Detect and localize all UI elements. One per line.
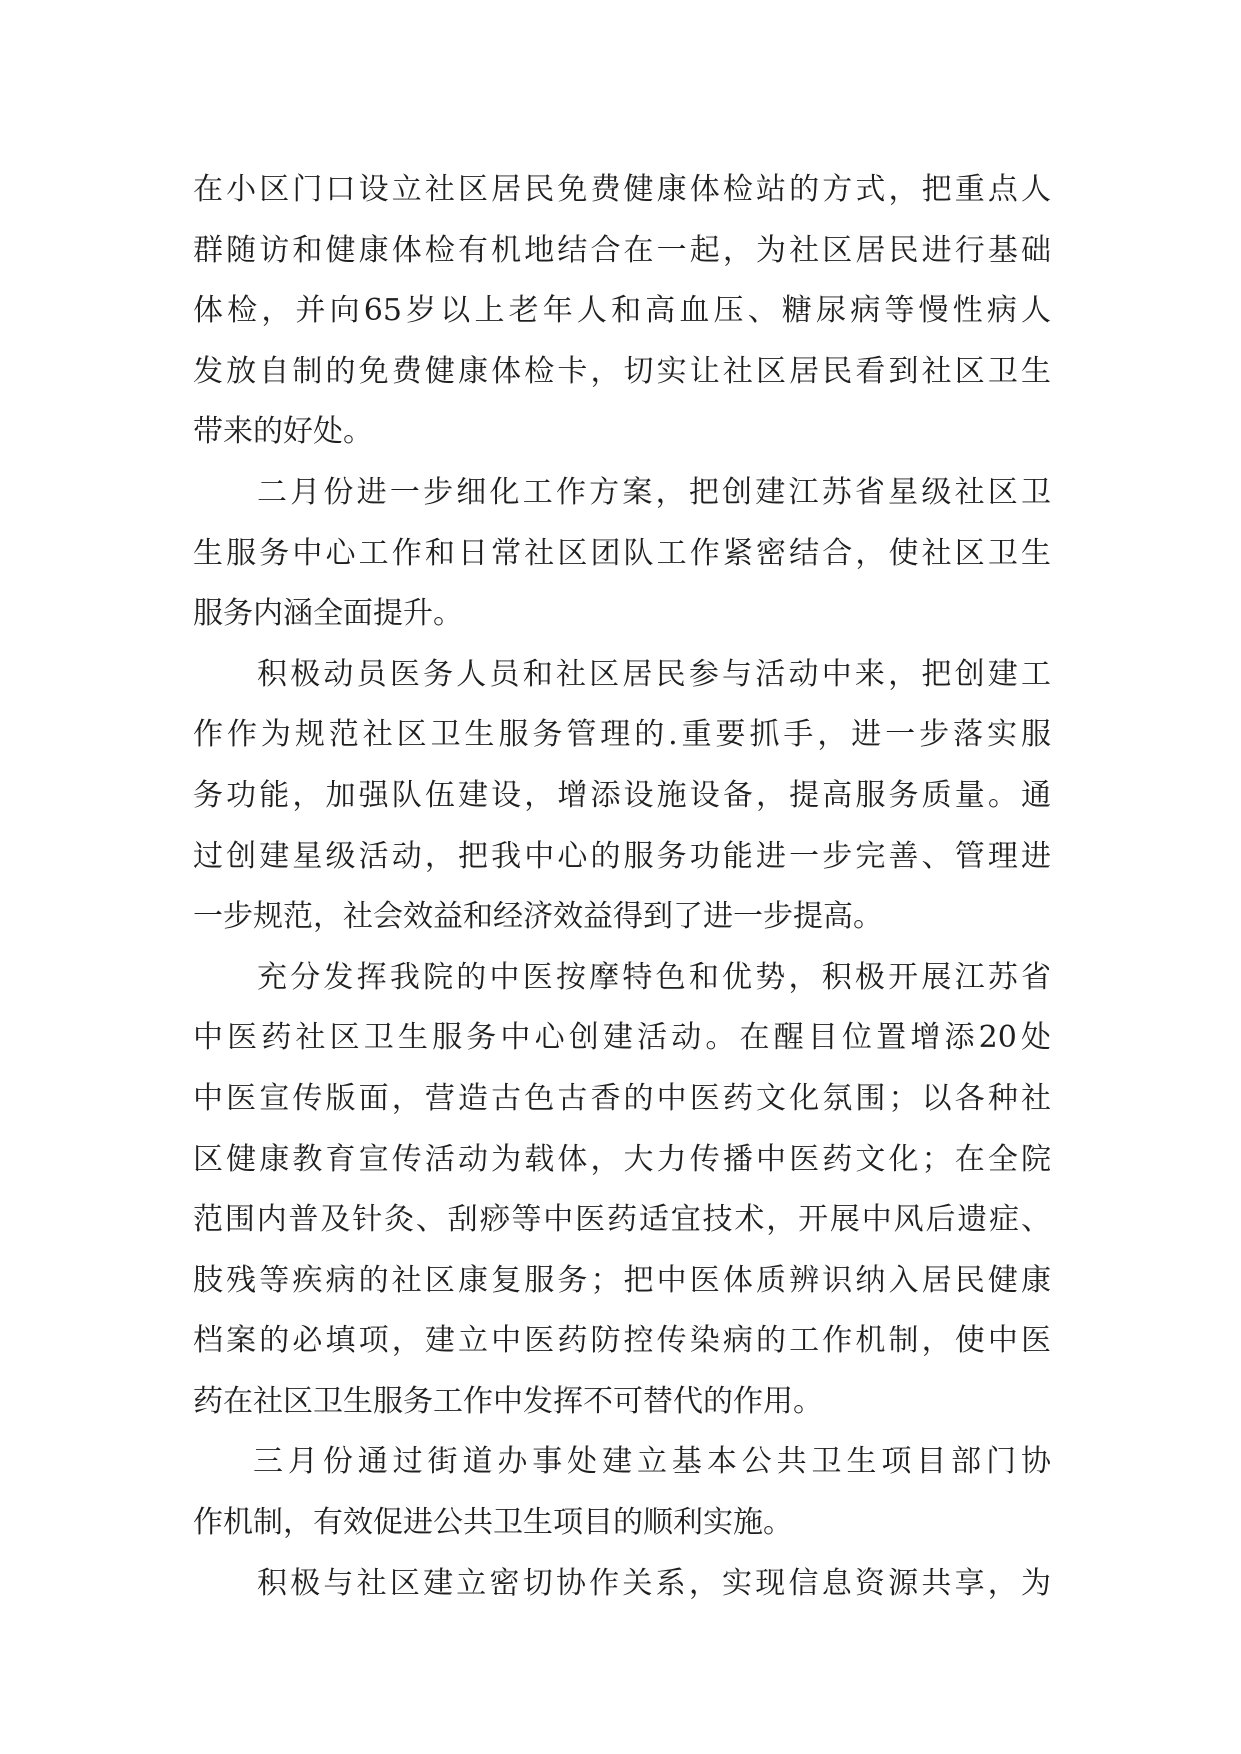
text-line: 在小区门口设立社区居民免费健康体检站的方式，把重点人 (193, 172, 1051, 207)
text-line: 过创建星级活动，把我中心的服务功能进一步完善、管理进 (193, 838, 1051, 874)
text-line: 范围内普及针灸、刮痧等中医药适宜技术，开展中风后遗症、 (193, 1202, 1051, 1238)
text-line: 肢残等疾病的社区康复服务；把中医体质辨识纳入居民健康 (193, 1262, 1051, 1298)
text-line: 生服务中心工作和日常社区团队工作紧密结合，使社区卫生 (193, 535, 1051, 571)
text-line: 群随访和健康体检有机地结合在一起，为社区居民进行基础 (193, 232, 1051, 268)
paragraph-first-line: 充分发挥我院的中医按摩特色和优势，积极开展江苏省 (257, 959, 1051, 995)
text-line: 药在社区卫生服务工作中发挥不可替代的作用。 (193, 1383, 823, 1419)
text-line: 作机制，有效促进公共卫生项目的顺利实施。 (193, 1505, 793, 1541)
text-line: 务功能，加强队伍建设，增添设施设备，提高服务质量。通 (193, 777, 1051, 813)
body-text (193, 160, 1051, 1614)
paragraph-first-line: 三月份通过街道办事处建立基本公共卫生项目部门协 (253, 1444, 1051, 1480)
paragraph-first-line: 积极与社区建立密切协作关系，实现信息资源共享，为 (257, 1565, 1051, 1601)
text-line: 带来的好处。 (193, 414, 373, 450)
text-line: 体检，并向65岁以上老年人和高血压、糖尿病等慢性病人 (193, 293, 1051, 329)
text-line: 一步规范，社会效益和经济效益得到了进一步提高。 (193, 899, 883, 935)
paragraph-first-line: 二月份进一步细化工作方案，把创建江苏省星级社区卫 (257, 474, 1051, 510)
text-line: 发放自制的免费健康体检卡，切实让社区居民看到社区卫生 (193, 353, 1051, 389)
text-line: 中医药社区卫生服务中心创建活动。在醒目位置增添20处 (193, 1020, 1051, 1056)
text-line: 档案的必填项，建立中医药防控传染病的工作机制，使中医 (193, 1323, 1051, 1359)
text-line: 作作为规范社区卫生服务管理的.重要抓手，进一步落实服 (193, 717, 1051, 753)
text-line: 中医宣传版面，营造古色古香的中医药文化氛围；以各种社 (193, 1080, 1051, 1116)
text-line: 服务内涵全面提升。 (193, 596, 463, 632)
paragraph-first-line: 积极动员医务人员和社区居民参与活动中来，把创建工 (257, 656, 1051, 692)
text-line: 区健康教育宣传活动为载体，大力传播中医药文化；在全院 (193, 1141, 1051, 1177)
